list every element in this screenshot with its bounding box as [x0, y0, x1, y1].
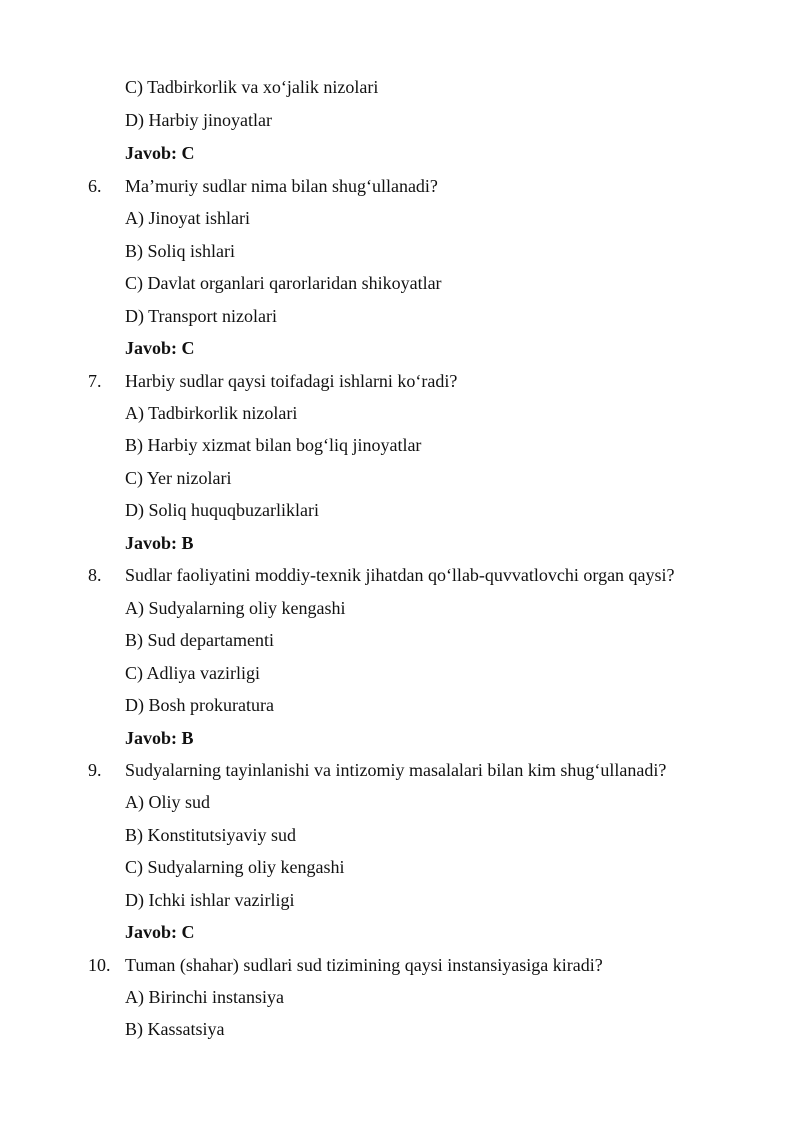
option-a: A) Birinchi instansiya [125, 987, 284, 1007]
option-b: B) Harbiy xizmat bilan bog‘liq jinoyatlar [125, 435, 422, 455]
question-text: Sudlar faoliyatini moddiy-texnik jihatdan qo‘llab-quvvatlovchi organ qaysi? [125, 565, 675, 585]
option-d: D) Transport nizolari [125, 306, 277, 326]
answer-label: Javob: C [125, 338, 195, 358]
option-b: B) Sud departamenti [125, 630, 274, 650]
question-number: 9. [88, 760, 102, 780]
option-b: B) Kassatsiya [125, 1019, 225, 1039]
option-c: C) Sudyalarning oliy kengashi [125, 857, 345, 877]
question-number: 10. [88, 955, 111, 975]
option-c: C) Adliya vazirligi [125, 663, 260, 683]
option-d: D) Soliq huquqbuzarliklari [125, 500, 319, 520]
question-text: Tuman (shahar) sudlari sud tizimining qaysi instansiyasiga kiradi? [125, 955, 603, 975]
option-a: A) Oliy sud [125, 792, 210, 812]
question-text: Harbiy sudlar qaysi toifadagi ishlarni ko‘radi? [125, 371, 458, 391]
option-d: D) Ichki ishlar vazirligi [125, 890, 295, 910]
option-d: D) Bosh prokuratura [125, 695, 274, 715]
option-c: C) Yer nizolari [125, 468, 232, 488]
question-text: Sudyalarning tayinlanishi va intizomiy masalalari bilan kim shug‘ullanadi? [125, 760, 667, 780]
option-b: B) Konstitutsiyaviy sud [125, 825, 297, 845]
question-number: 8. [88, 565, 102, 585]
option-b: B) Soliq ishlari [125, 241, 236, 261]
option-d: D) Harbiy jinoyatlar [125, 110, 272, 130]
question-number: 6. [88, 176, 102, 196]
option-a: A) Tadbirkorlik nizolari [125, 403, 298, 423]
option-a: A) Sudyalarning oliy kengashi [125, 598, 346, 618]
answer-label: Javob: C [125, 143, 195, 163]
option-c: C) Tadbirkorlik va xo‘jalik nizolari [125, 77, 379, 97]
answer-label: Javob: B [125, 533, 194, 553]
question-number: 7. [88, 371, 102, 391]
question-text: Ma’muriy sudlar nima bilan shug‘ullanadi? [125, 176, 438, 196]
answer-label: Javob: C [125, 922, 195, 942]
option-a: A) Jinoyat ishlari [125, 208, 250, 228]
answer-label: Javob: B [125, 728, 194, 748]
option-c: C) Davlat organlari qarorlaridan shikoyatlar [125, 273, 442, 293]
